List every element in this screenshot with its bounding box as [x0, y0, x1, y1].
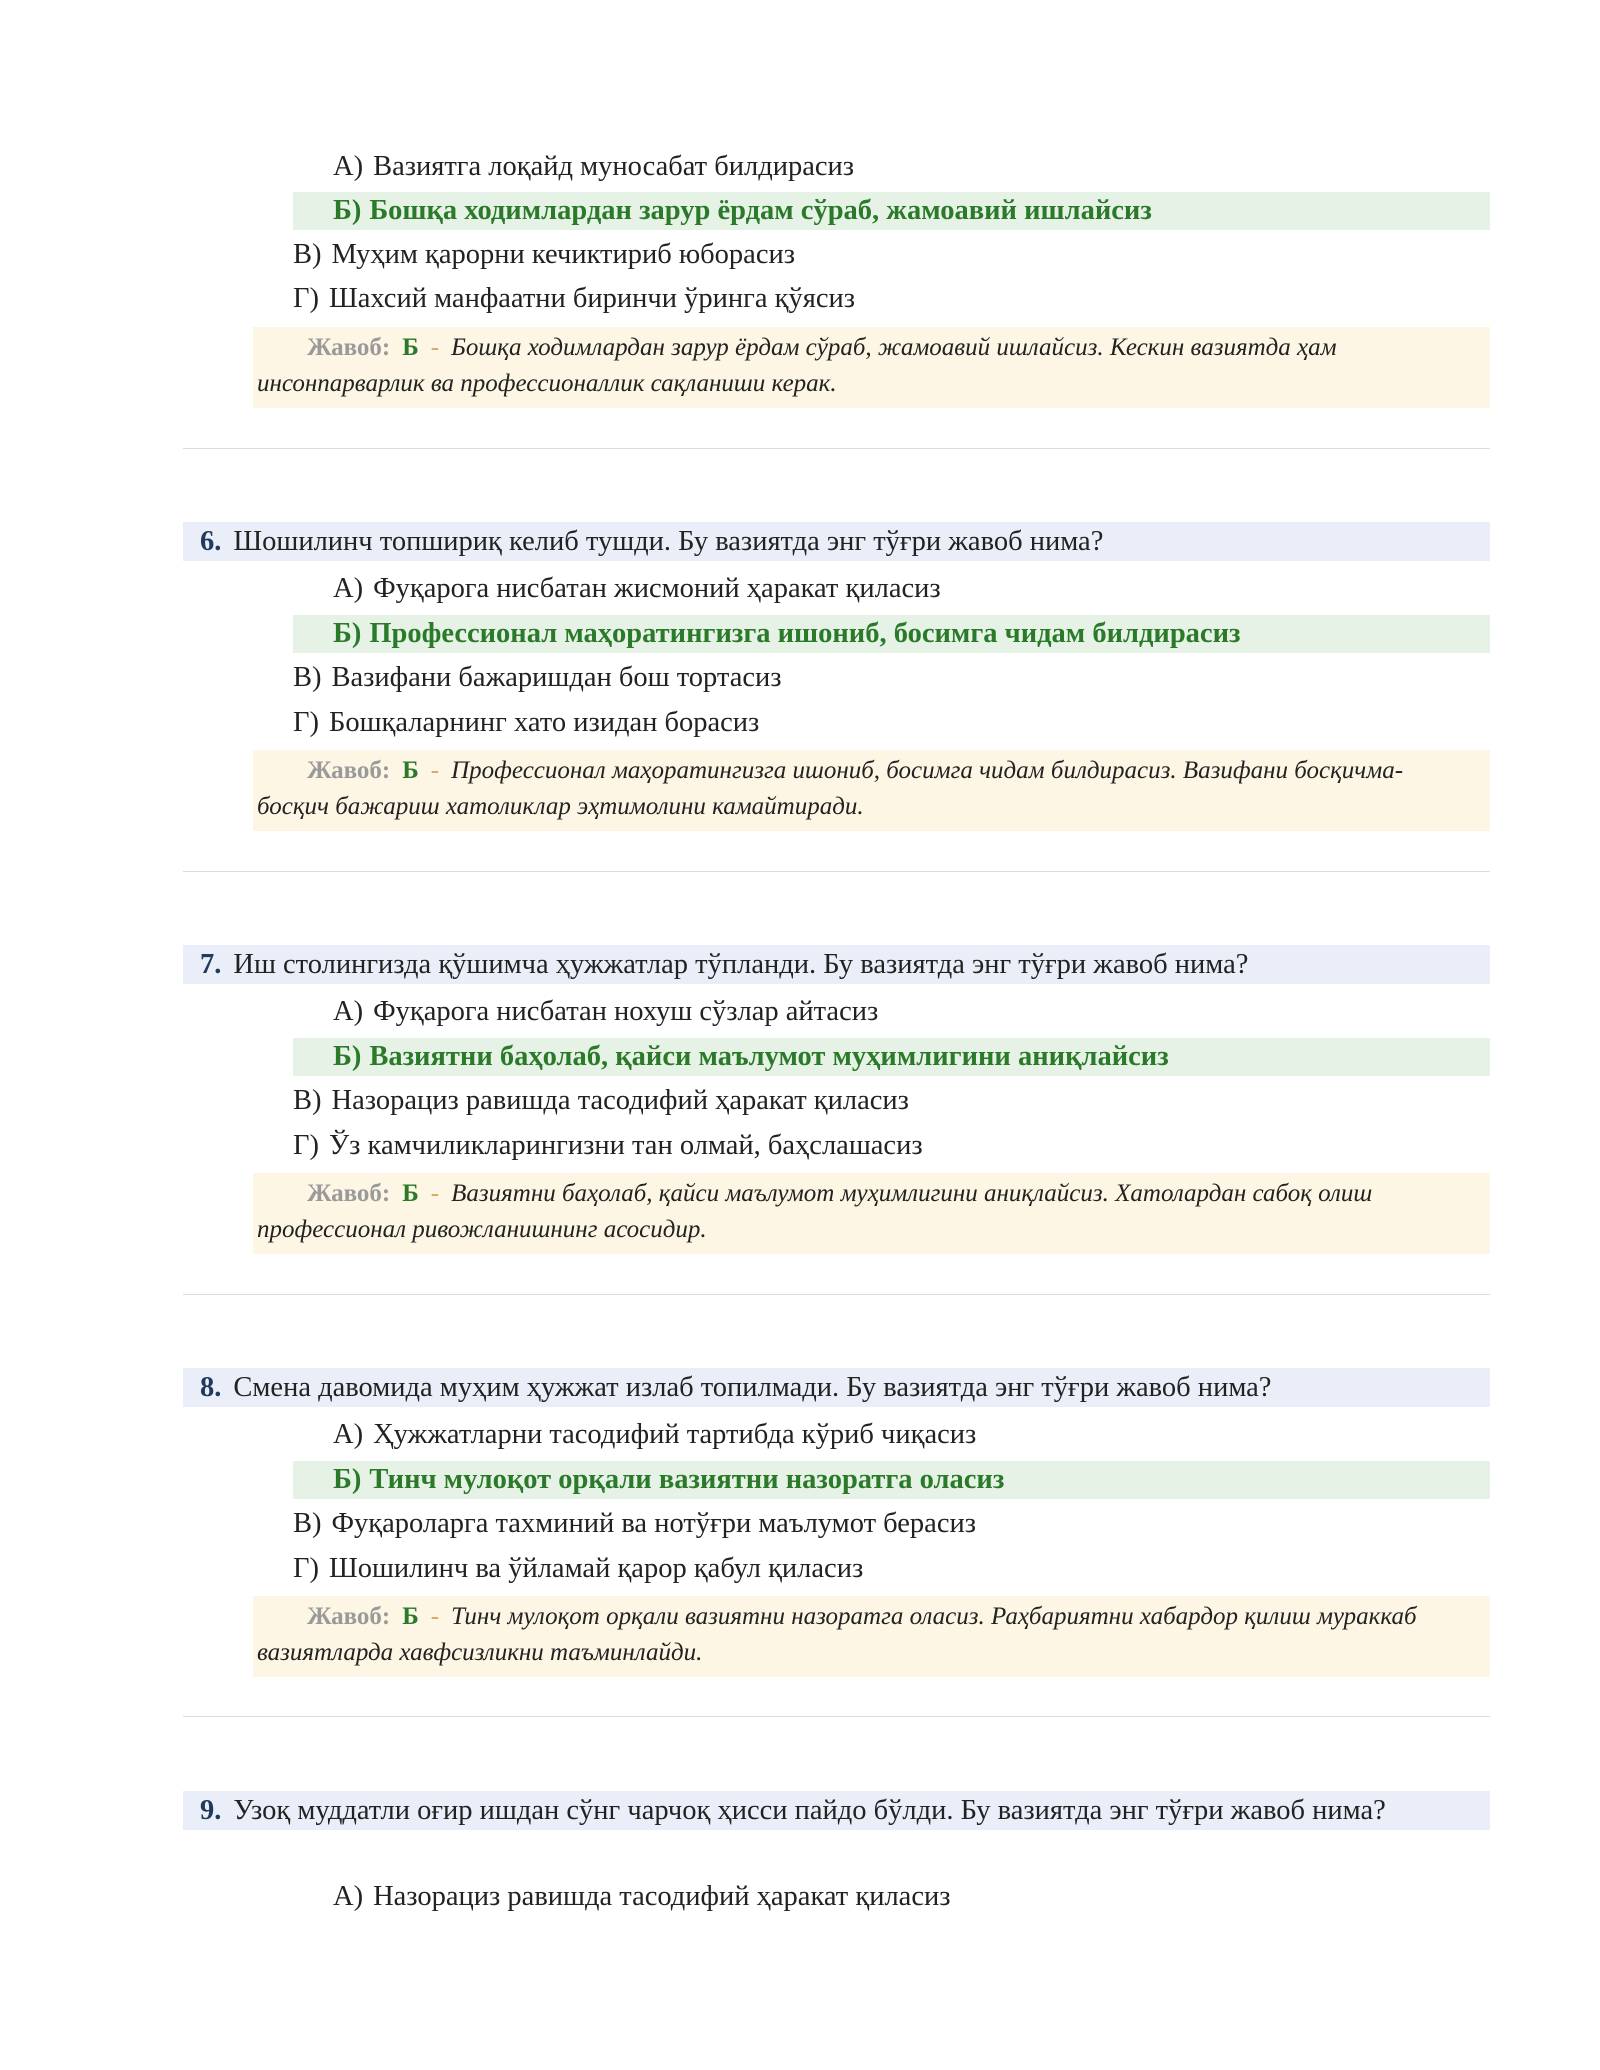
question-line: 6. Шошилинч топшириқ келиб тушди. Бу вазиятда энг тўғри жавоб нима? [183, 522, 1490, 561]
option-c: В) Муҳим қарорни кечиктириб юборасиз [293, 239, 795, 270]
divider [183, 871, 1490, 872]
option-d: Г) Ўз камчиликларингизни тан олмай, баҳслашасиз [293, 1130, 923, 1161]
answer-box: Жавоб: Б - Бошқа ходимлардан зарур ёрдам сўраб, жамоавий ишлайсиз. Кескин вазиятда ҳам инсонпарварлик ва профессионаллик сақланиши керак. [253, 327, 1490, 408]
option-c: В) Фуқароларга тахминий ва нотўғри маълумот берасиз [293, 1508, 976, 1539]
option-b-correct: Б) Тинч мулоқот орқали вазиятни назоратга оласиз [293, 1461, 1490, 1499]
answer-box: Жавоб: Б - Профессионал маҳоратингизга ишониб, босимга чидам билдирасиз. Вазифани босқичма-босқич бажариш хатоликлар эҳтимолини камайтиради. [253, 750, 1490, 831]
divider [183, 1716, 1490, 1717]
option-b-correct: Б) Профессионал маҳоратингизга ишониб, босимга чидам билдирасиз [293, 615, 1490, 653]
option-a: А) Фуқарога нисбатан нохуш сўзлар айтасиз [333, 996, 879, 1027]
question-line: 9. Узоқ муддатли оғир ишдан сўнг чарчоқ ҳисси пайдо бўлди. Бу вазиятда энг тўғри жавоб нима? [183, 1791, 1490, 1830]
option-c: В) Вазифани бажаришдан бош тортасиз [293, 662, 782, 693]
option-d: Г) Бошқаларнинг хато изидан борасиз [293, 707, 760, 738]
question-line: 7. Иш столингизда қўшимча ҳужжатлар тўпланди. Бу вазиятда энг тўғри жавоб нима? [183, 945, 1490, 984]
answer-box: Жавоб: Б - Тинч мулоқот орқали вазиятни назоратга оласиз. Раҳбариятни хабардор қилиш мураккаб вазиятларда хавфсизликни таъминлайди. [253, 1596, 1490, 1677]
option-b-correct: Б) Бошқа ходимлардан зарур ёрдам сўраб, жамоавий ишлайсиз [293, 192, 1490, 230]
option-a: А) Ҳужжатларни тасодифий тартибда кўриб чиқасиз [333, 1419, 977, 1450]
option-a: А) Назорациз равишда тасодифий ҳаракат қиласиз [333, 1881, 951, 1912]
option-c: В) Назорациз равишда тасодифий ҳаракат қиласиз [293, 1085, 909, 1116]
option-d: Г) Шахсий манфаатни биринчи ўринга қўясиз [293, 283, 855, 314]
option-a: А) Фуқарога нисбатан жисмоний ҳаракат қиласиз [333, 573, 941, 604]
answer-box: Жавоб: Б - Вазиятни баҳолаб, қайси маълумот муҳимлигини аниқлайсиз. Хатолардан сабоқ олиш профессионал ривожланишнинг асосидир. [253, 1173, 1490, 1254]
option-b-correct: Б) Вазиятни баҳолаб, қайси маълумот муҳимлигини аниқлайсиз [293, 1038, 1490, 1076]
option-d: Г) Шошилинч ва ўйламай қарор қабул қиласиз [293, 1553, 864, 1584]
divider [183, 1294, 1490, 1295]
divider [183, 448, 1490, 449]
question-line: 8. Смена давомида муҳим ҳужжат излаб топилмади. Бу вазиятда энг тўғри жавоб нима? [183, 1368, 1490, 1407]
option-a: А) Вазиятга лоқайд муносабат билдирасиз [333, 151, 855, 182]
